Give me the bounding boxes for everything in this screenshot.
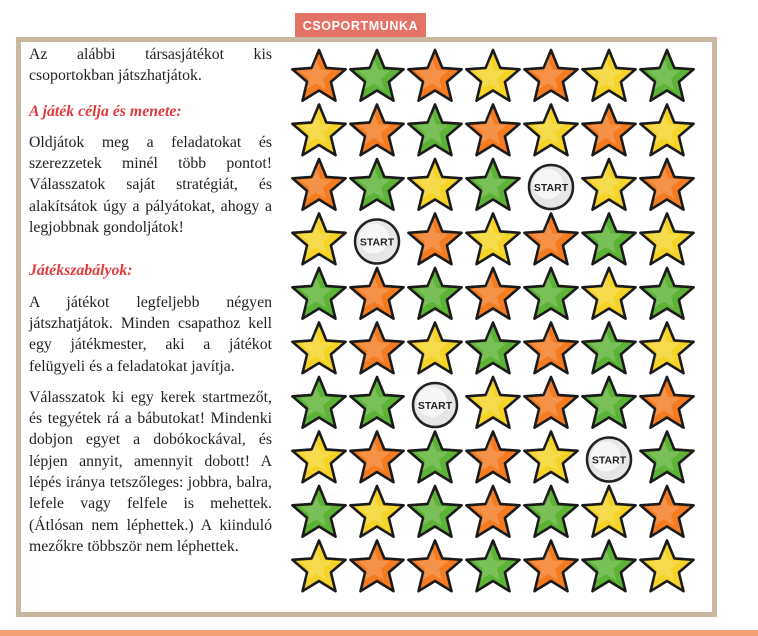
star-field[interactable] [350, 105, 403, 156]
star-field[interactable] [408, 486, 461, 537]
star-field[interactable] [292, 268, 345, 319]
star-field[interactable] [466, 541, 519, 592]
star-field[interactable] [466, 268, 519, 319]
star-field[interactable] [466, 323, 519, 374]
star-field[interactable] [524, 214, 577, 265]
rules-text-2: Válasszatok ki egy kerek startmezőt, és tegyétek rá a bábutokat! Mindenki dobjon egyet a dobókockával, és lépjen annyit, amennyit dobott! A lépés iránya tetszőleges: jobbra, balra, lefele vagy felfele is mehettek. (Átlósan nem léphettek.) A kiinduló mezőkre többször nem léphettek. [29, 388, 272, 555]
star-field[interactable] [582, 486, 635, 537]
star-field[interactable] [466, 50, 519, 101]
star-field[interactable] [408, 105, 461, 156]
start-label: START [359, 236, 395, 249]
star-field[interactable] [524, 323, 577, 374]
start-field[interactable] [587, 438, 631, 482]
star-field[interactable] [524, 377, 577, 428]
section-header-tab: CSOPORTMUNKA [295, 13, 426, 39]
star-field[interactable] [582, 105, 635, 156]
star-field[interactable] [408, 432, 461, 483]
star-field[interactable] [350, 323, 403, 374]
star-field[interactable] [292, 50, 345, 101]
star-field[interactable] [640, 214, 693, 265]
star-field[interactable] [524, 50, 577, 101]
star-field[interactable] [466, 432, 519, 483]
goal-text: Oldjátok meg a feladatokat és szerezzetek minél több pontot! Válasszatok saját stratégiát, és alakítsátok úgy a pályátokat, ahogy a legjobbnak gondoljátok! [29, 133, 272, 237]
star-field[interactable] [350, 541, 403, 592]
star-field[interactable] [640, 323, 693, 374]
game-board [289, 46, 701, 598]
star-field[interactable] [292, 541, 345, 592]
star-field[interactable] [292, 432, 345, 483]
goal-heading: A játék célja és menete: [29, 102, 182, 120]
star-field[interactable] [466, 377, 519, 428]
star-field[interactable] [408, 214, 461, 265]
start-label: START [417, 400, 453, 412]
star-field[interactable] [640, 486, 693, 537]
star-field[interactable] [524, 486, 577, 537]
star-field[interactable] [582, 159, 635, 210]
star-field[interactable] [640, 377, 693, 428]
star-field[interactable] [582, 268, 635, 319]
board-canvas [289, 46, 701, 598]
star-field[interactable] [292, 323, 345, 374]
star-field[interactable] [524, 268, 577, 319]
star-field[interactable] [408, 268, 461, 319]
star-field[interactable] [524, 105, 577, 156]
start-field[interactable] [529, 165, 573, 209]
star-field[interactable] [582, 323, 635, 374]
star-field[interactable] [350, 377, 403, 428]
star-field[interactable] [350, 50, 403, 101]
start-field[interactable] [355, 220, 399, 264]
star-field[interactable] [640, 159, 693, 210]
star-field[interactable] [350, 432, 403, 483]
star-field[interactable] [466, 486, 519, 537]
star-field[interactable] [466, 214, 519, 265]
star-field[interactable] [582, 214, 635, 265]
star-field[interactable] [408, 159, 461, 210]
star-field[interactable] [466, 105, 519, 156]
star-field[interactable] [408, 323, 461, 374]
star-field[interactable] [640, 432, 693, 483]
star-field[interactable] [640, 105, 693, 156]
rules-text-1: A játékot legfeljebb négyen játszhatjátok. Minden csapathoz kell egy játékmester, aki a játékot felügyeli és a feladatokat javítja. [29, 293, 272, 375]
star-field[interactable] [408, 50, 461, 101]
start-field[interactable] [413, 383, 457, 427]
star-field[interactable] [292, 159, 345, 210]
start-label: START [591, 454, 627, 467]
rules-heading: Játékszabályok: [29, 262, 133, 280]
star-field[interactable] [466, 159, 519, 210]
star-field[interactable] [350, 159, 403, 210]
star-field[interactable] [350, 486, 403, 537]
star-field[interactable] [582, 377, 635, 428]
star-field[interactable] [640, 50, 693, 101]
star-field[interactable] [582, 541, 635, 592]
star-field[interactable] [524, 432, 577, 483]
star-field[interactable] [292, 214, 345, 265]
star-field[interactable] [524, 541, 577, 592]
instructions-column [29, 44, 272, 557]
star-field[interactable] [292, 486, 345, 537]
bottom-rule [0, 630, 758, 636]
start-label: START [533, 182, 569, 194]
star-field[interactable] [640, 268, 693, 319]
intro-text: Az alábbi társasjátékot kis csoportokban játszhatjátok. [29, 46, 272, 85]
star-field[interactable] [350, 268, 403, 319]
star-field[interactable] [292, 377, 345, 428]
star-field[interactable] [408, 541, 461, 592]
star-field[interactable] [292, 105, 345, 156]
star-field[interactable] [582, 50, 635, 101]
star-field[interactable] [640, 541, 693, 592]
